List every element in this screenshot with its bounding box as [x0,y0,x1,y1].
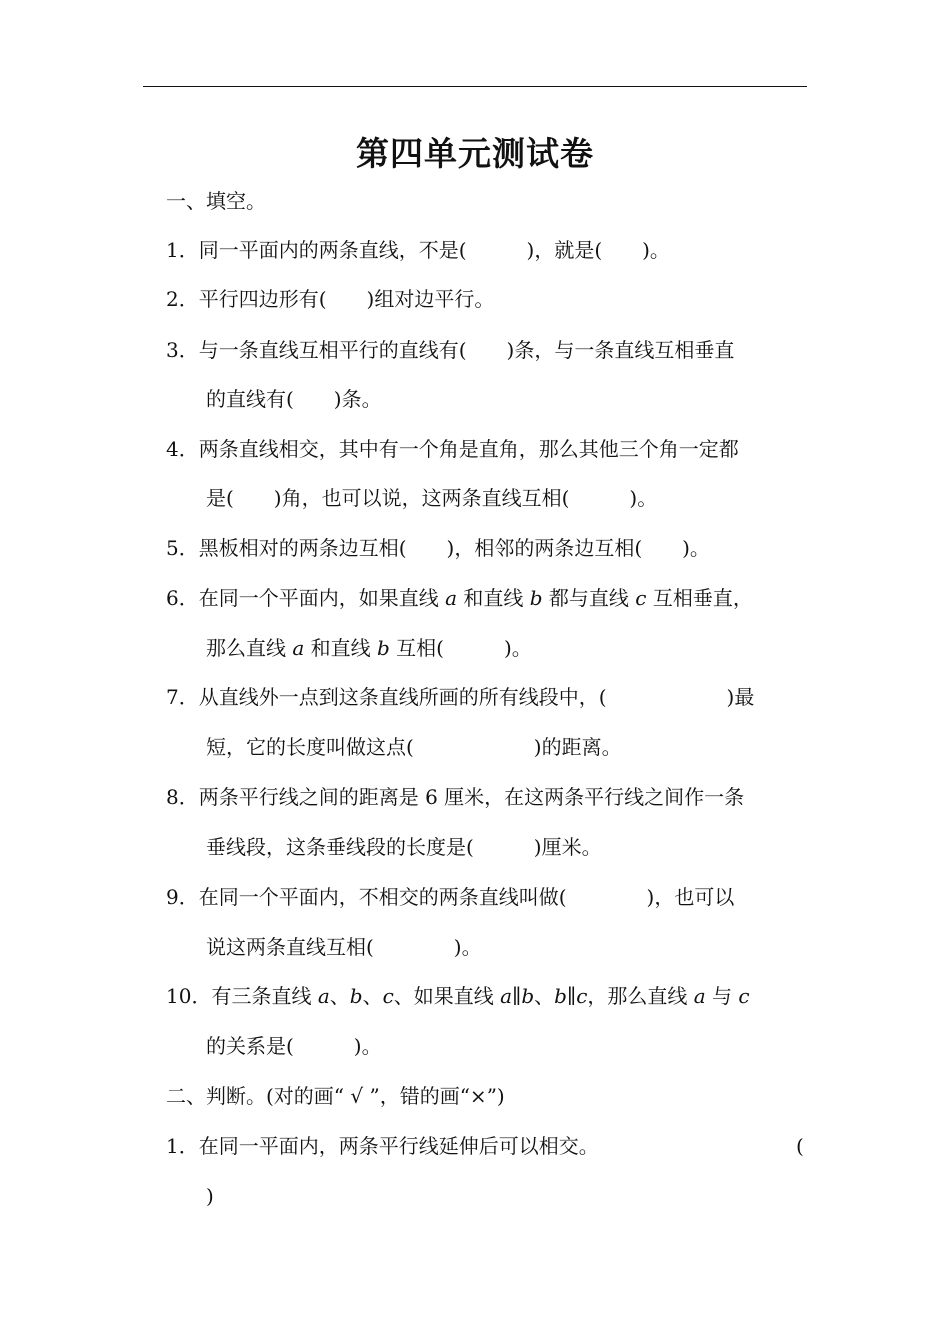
question-5-line-1: 5．黑板相对的两条边互相( )，相邻的两条边互相( )。 [166,536,710,560]
question-8-line-1: 8．两条平行线之间的距离是 6 厘米，在这两条平行线之间作一条 [166,785,745,809]
q10-var-b2: b [521,984,535,1008]
judge-1-answer-open-paren[interactable]: ( [796,1134,804,1158]
q10-sep-1: 、 [329,984,350,1008]
q6-var-a2: a [292,636,305,660]
question-3-line-2: 的直线有( )条。 [206,387,382,411]
top-rule [143,86,807,87]
q10-var-a: a [317,984,330,1008]
question-2-line-1: 2．平行四边形有( )组对边平行。 [166,287,495,311]
q6-var-b: b [529,586,543,610]
question-7-line-1: 7．从直线外一点到这条直线所画的所有线段中，( )最 [166,685,755,709]
question-6-line-1 [166,586,753,610]
page-title: 第四单元测试卷 [356,134,594,173]
question-7-line-2: 短，它的长度叫做这点( )的距离。 [206,735,622,759]
question-10-line-1 [166,984,750,1008]
q10-var-b3: b [554,984,567,1008]
q6-text-g: 互相( )。 [389,636,532,660]
q10-text-c: ，那么直线 [587,984,694,1008]
q6-text-c: 都与直线 [542,586,636,610]
judge-1-line-1: 1．在同一平面内，两条平行线延伸后可以相交。 [166,1134,599,1158]
q10-var-b: b [349,984,363,1008]
q10-var-a3: a [693,984,706,1008]
q6-text-a: 6．在同一个平面内，如果直线 [166,586,446,610]
q10-parallel-2: ∥ [566,984,577,1008]
q10-text-a: 10．有三条直线 [166,984,318,1008]
question-4-line-1: 4．两条直线相交，其中有一个角是直角，那么其他三个角一定都 [166,437,739,461]
question-9-line-1: 9．在同一个平面内，不相交的两条直线叫做( )，也可以 [166,885,735,909]
section-heading-fill: 一、填空。 [166,189,266,213]
q10-var-c: c [382,984,394,1008]
question-3-line-1: 3．与一条直线互相平行的直线有( )条，与一条直线互相垂直 [166,338,735,362]
question-10-line-2: 的关系是( )。 [206,1034,382,1058]
q10-sep-3: 、 [534,984,555,1008]
q10-sep-2: 、 [362,984,383,1008]
q10-text-d: 与 [705,984,739,1008]
q6-var-b2: b [377,636,390,660]
q6-var-c: c [635,586,647,610]
q6-text-f: 和直线 [304,636,378,660]
section-heading-judge: 二、判断。(对的画“ √ ”，错的画“×”) [166,1084,505,1108]
question-9-line-2: 说这两条直线互相( )。 [206,935,482,959]
q6-text-b: 和直线 [457,586,530,610]
q10-parallel-1: ∥ [512,984,522,1008]
q6-text-d: 互相垂直， [646,586,753,610]
q10-var-c2: c [576,984,588,1008]
q10-text-b: 、如果直线 [393,984,501,1008]
question-6-line-2 [206,636,532,660]
q10-var-c3: c [738,984,750,1008]
q6-var-a: a [445,586,458,610]
question-4-line-2: 是( )角，也可以说，这两条直线互相( )。 [206,486,658,510]
q6-text-e: 那么直线 [206,636,293,660]
judge-1-answer-close-paren[interactable]: ) [206,1184,214,1208]
q10-var-a2: a [500,984,513,1008]
question-8-line-2: 垂线段，这条垂线段的长度是( )厘米。 [206,835,602,859]
question-1-line-1: 1．同一平面内的两条直线，不是( )，就是( )。 [166,238,670,262]
